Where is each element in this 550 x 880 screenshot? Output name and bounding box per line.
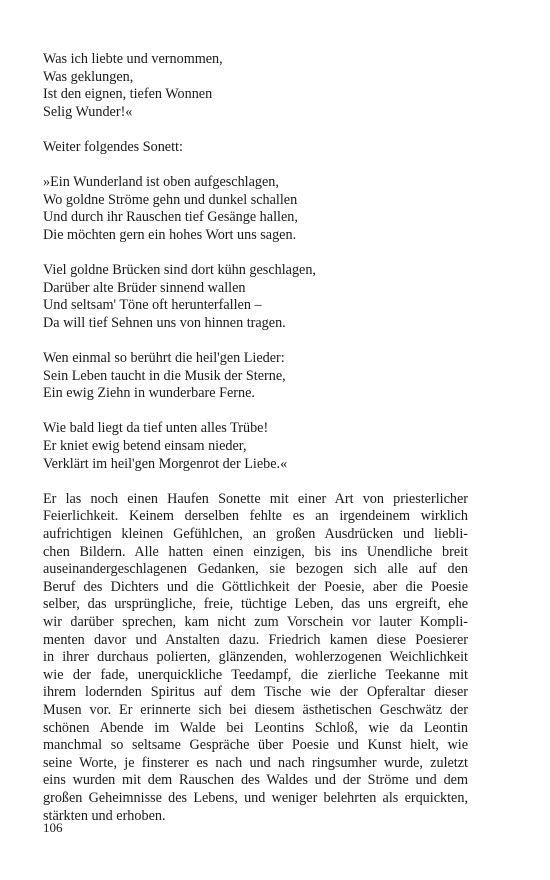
prose-paragraph [43,491,468,825]
sonnet-line: Sein Leben taucht in die Musik der Sterne, [43,367,286,384]
spacer [43,333,468,351]
prose-line: Beruf des Dichters und die Göttlichkeit der Poesie, aber die Poesie [43,578,468,595]
prose-line: Er las noch einen Haufen Sonette mit einer Art von priesterlicher [43,490,468,507]
prose-line: Feierlichkeit. Keinem derselben fehlte es an irgendeinem wirklich [43,508,468,525]
sonnet-line: Verklärt im heil'gen Morgenrot der Liebe.« [43,455,288,472]
prose-line: chen Bildern. Alle hatten einen einzigen, bis ins Unendliche breit [43,543,468,560]
prose-line: wir darüber sprechen, kam nicht zum Vorschein vor lauter Kompli- [43,614,468,630]
page-body [43,51,468,825]
prose-line: manchmal so seltsame Gespräche über Poesie und Kunst hielt, wie [43,737,468,754]
sonnet-line: Und seltsam' Töne oft herunterfallen – [43,297,262,314]
sonnet-line: Da will tief Sehnen uns von hinnen tragen. [43,314,286,331]
page-number: 106 [43,820,63,835]
prose-line: auseinandergeschlagenen Gedanken, sie bezogen sich alle auf den [43,561,468,578]
prose-line: ihrem lodernden Spiritus auf dem Tische wie der Opferaltar dieser [43,684,468,701]
prose-line: seine Worte, je finsterer es nach und nach ringsumher wurde, zuletzt [43,754,468,771]
prose-line: Musen vor. Er erinnerte sich bei diesem ästhetischen Geschwätz der [43,701,468,718]
prose-line: wie der fade, unerquickliche Teedampf, die zierliche Teekanne mit [43,666,468,683]
prose-line: stärkten und erhoben. [43,807,166,824]
intro-line: Weiter folgendes Sonett: [43,138,183,155]
sonnet-line: Und durch ihr Rauschen tief Gesänge hallen, [43,209,298,226]
sonnet-line: Ein ewig Ziehn in wunderbare Ferne. [43,385,255,402]
prose-line: großen Geheimnisse des Lebens, und weniger belehrten als erquickten, [43,789,468,806]
poem-line: Ist den eignen, tiefen Wonnen [43,86,213,103]
spacer [43,473,468,491]
sonnet-line: Wen einmal so berührt die heil'gen Lieder: [43,350,285,367]
sonnet-line: Wo goldne Ströme gehn und dunkel schallen [43,191,298,208]
spacer [43,245,468,263]
poem-line: Was ich liebte und vernommen, [43,51,223,67]
sonnet-line: »Ein Wunderland ist oben aufgeschlagen, [43,174,279,191]
sonnet-line: Darüber alte Brüder sinnend wallen [43,279,246,296]
sonnet-line: Er kniet ewig betend einsam nieder, [43,438,247,455]
sonnet-line: Die möchten gern ein hohes Wort uns sagen. [43,226,297,243]
prose-line: in ihrer durchaus polierten, glänzenden, wohlerzogenen Weichlichkeit [43,649,468,666]
sonnet-line: Wie bald liegt da tief unten alles Trübe! [43,420,269,437]
poem-line: Was geklungen, [43,68,134,85]
prose-line: menten davor und Anstalten dazu. Friedrich kamen diese Poesierer [43,631,468,648]
spacer [43,157,468,175]
spacer [43,403,468,421]
spacer [43,121,468,139]
prose-line: eins wurden mit dem Rauschen des Waldes und der Ströme und dem [43,772,468,789]
sonnet-line: Viel goldne Brücken sind dort kühn geschlagen, [43,262,316,279]
poem-line: Selig Wunder!« [43,103,133,120]
prose-line: schönen Abende im Walde bei Leontins Schloß, wie da Leontin [43,719,468,736]
prose-line: aufrichtigen kleinen Gefühlchen, an großen Ausdrücken und liebli- [43,526,468,543]
prose-line: selber, das ursprüngliche, freie, tüchtige Leben, das uns ergreift, ehe [43,596,468,613]
